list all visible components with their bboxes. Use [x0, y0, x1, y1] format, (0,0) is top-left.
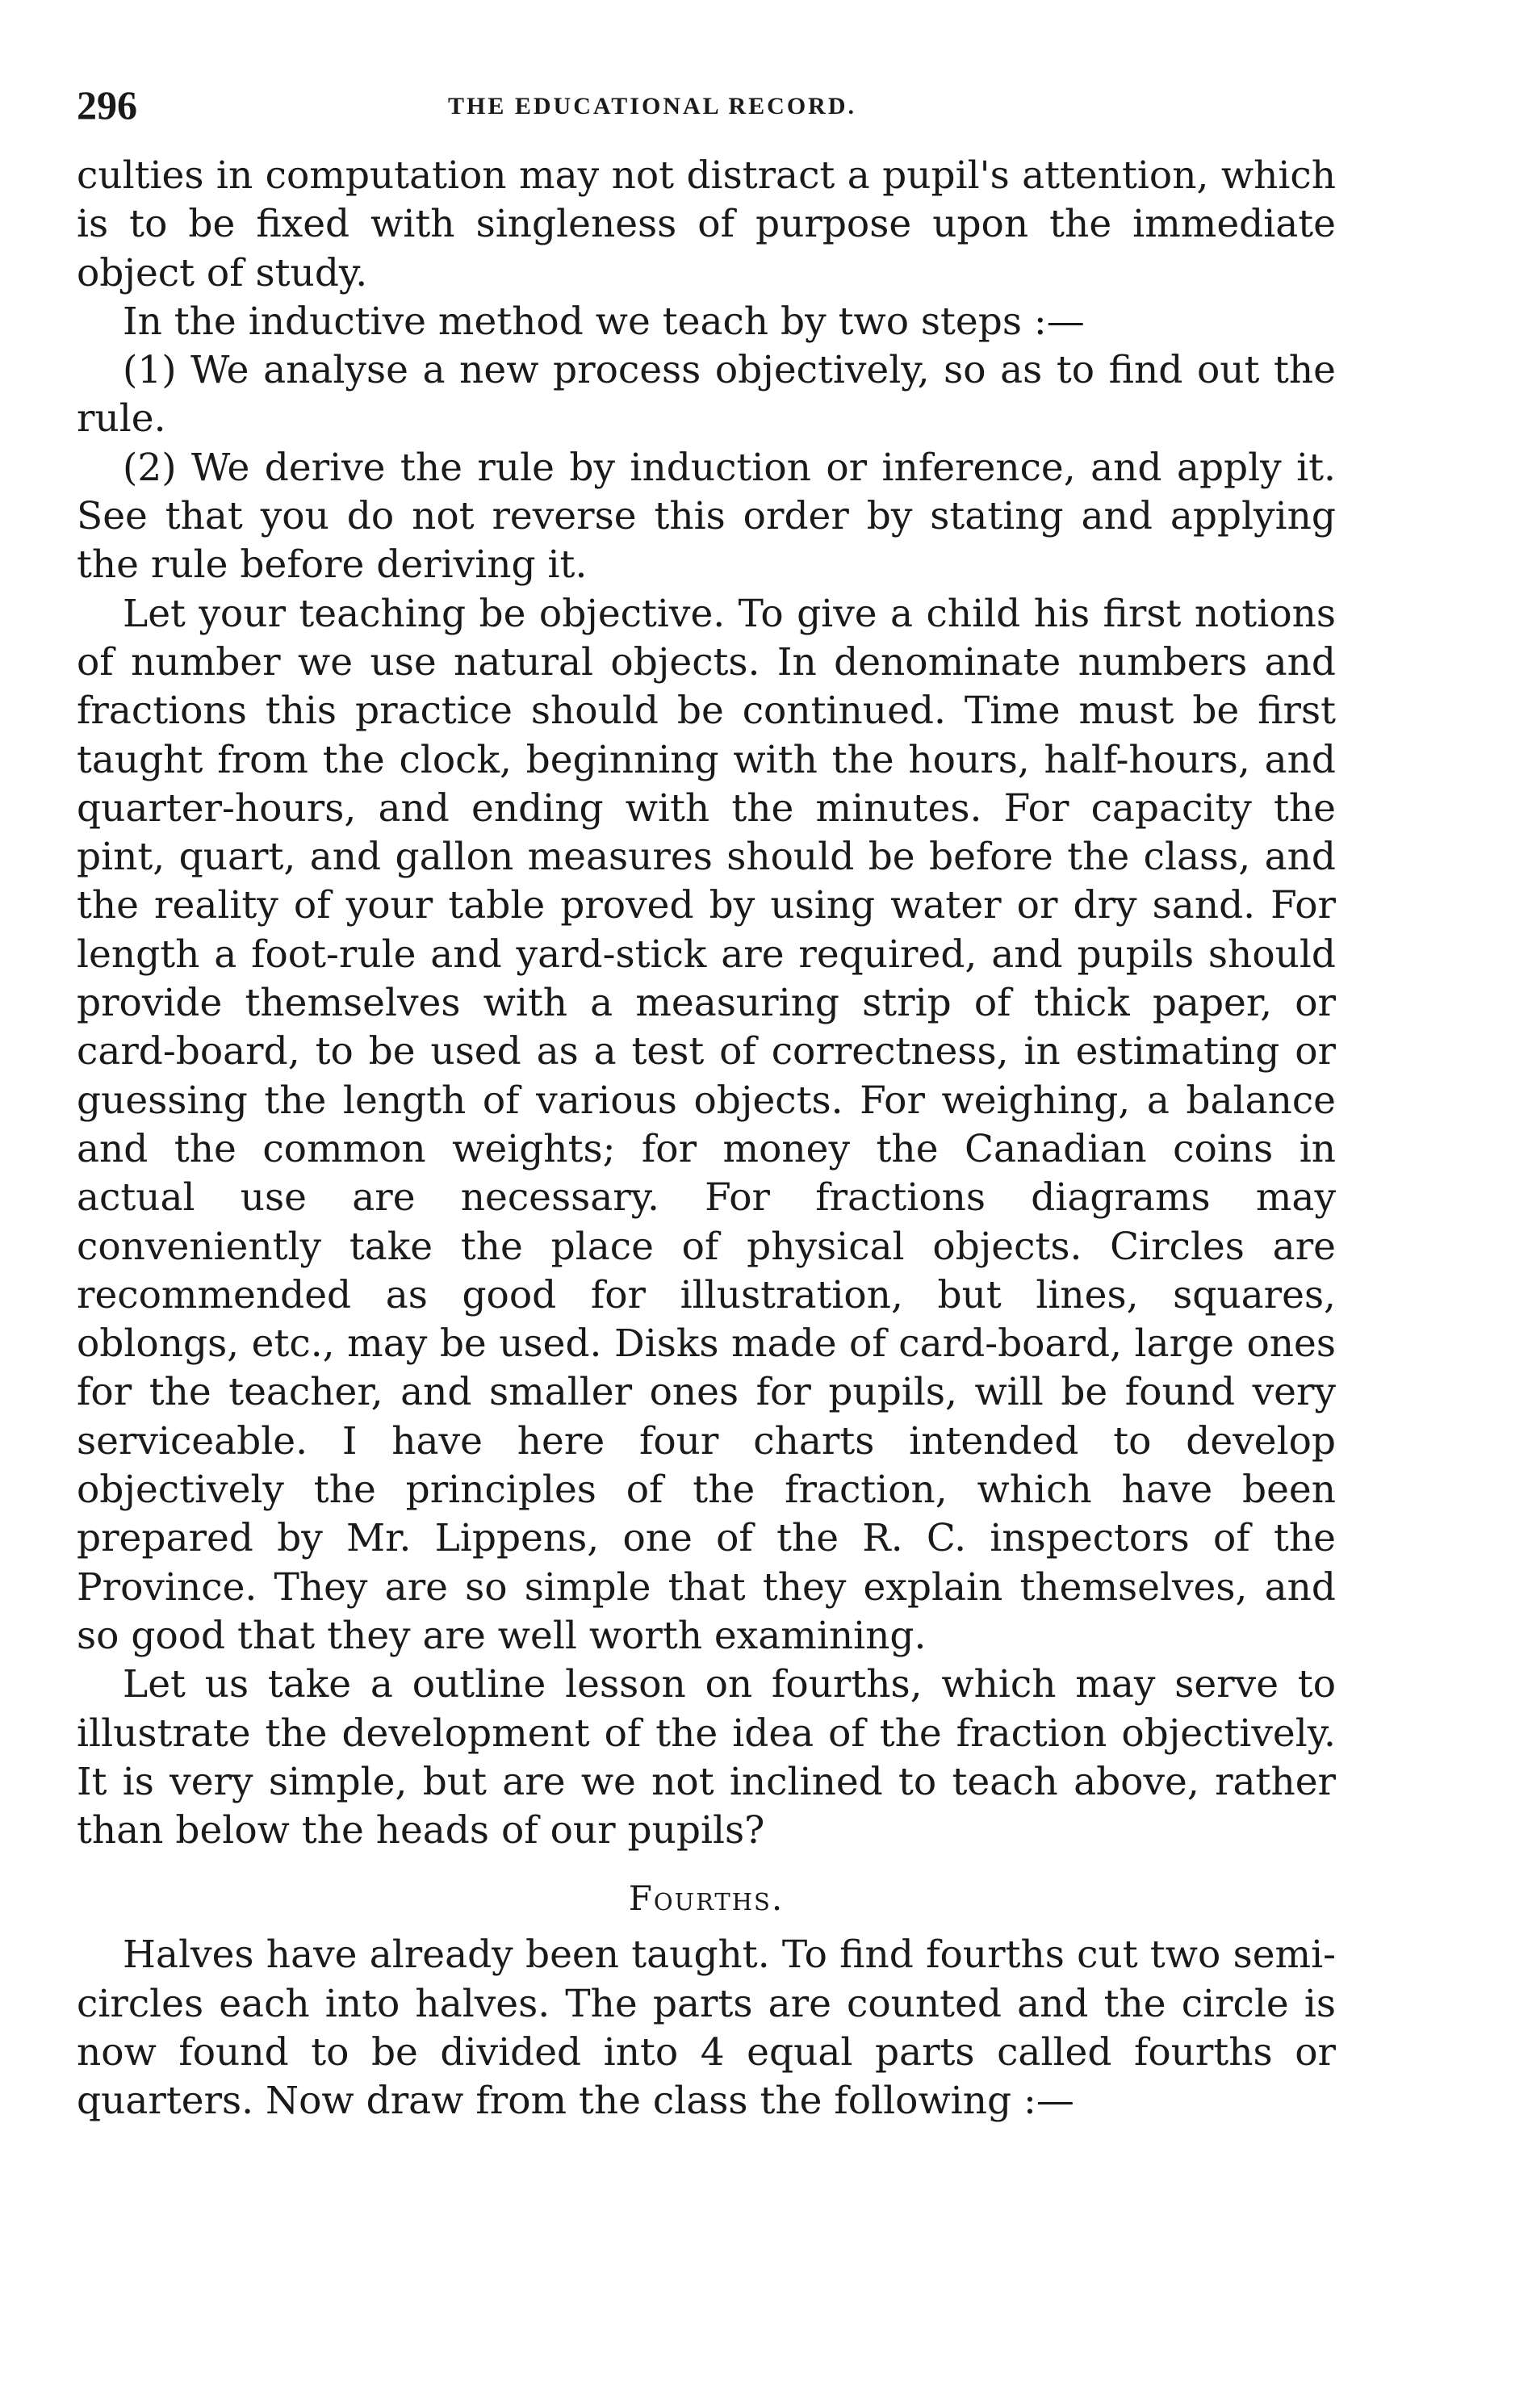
running-head [77, 81, 1336, 137]
paragraph-step-one: (1) We analyse a new process objectively, so as to find out the rule. [77, 348, 1336, 442]
document-page [77, 81, 1336, 2126]
paragraph-continuation: culties in computation may not distract a pupil's attention, which is to be fixed with singleness of purpose upon the immediate object of study. [77, 153, 1336, 295]
paragraph-outline-lesson: Let us take a outline lesson on fourths, which may serve to illustrate the development of the idea of the fraction objectively. It is very simple, but are we not inclined to teach above, rather than below the heads of our pupils? [77, 1662, 1336, 1853]
body-text [77, 152, 1336, 2126]
paragraph-step-two: (2) We derive the rule by induction or inference, and apply it. See that you do not reverse this order by stating and applying the rule before deriving it. [77, 445, 1336, 588]
paragraph-fourths: Halves have already been taught. To find fourths cut two semi-circles each into halves. The parts are counted and the circle is now found to be divided into 4 equal parts called fourths or quarters. Now draw from the class the following :— [77, 1933, 1336, 2124]
page-number: 296 [77, 82, 137, 128]
journal-title: THE EDUCATIONAL RECORD. [448, 93, 857, 119]
paragraph-inductive-method: In the inductive method we teach by two steps :— [123, 299, 1085, 344]
section-heading: Fourths. [628, 1878, 785, 1919]
paragraph-objective-teaching: Let your teaching be objective. To give a child his first notions of number we use natural objects. In denominate numbers and fractions this practice should be continued. Time must be first taught from the clock, beginning with the hours, half-hours, and quarter-hours, and ending with the minutes. For capacity the pint, quart, and gallon measures should be before the class, and the reality of your table proved by using water or dry sand. For length a foot-rule and yard-stick are required, and pupils should provide themselves with a measuring strip of thick paper, or card-board, to be used as a test of correctness, in estimating or guessing the length of various objects. For weighing, a balance and the common weights; for money the Canadian coins in actual use are necessary. For fractions diagrams may conveniently take the place of physical objects. Circles are recommended as good for illustration, but lines, squares, oblongs, etc., may be used. Disks made of card-board, large ones for the teacher, and smaller ones for pupils, will be found very serviceable. I have here four charts intended to develop objectively the principles of the fraction, which have been prepared by Mr. Lippens, one of the R. C. inspectors of the Province. They are so simple that they explain themselves, and so good that they are well worth examining. [77, 591, 1336, 1658]
